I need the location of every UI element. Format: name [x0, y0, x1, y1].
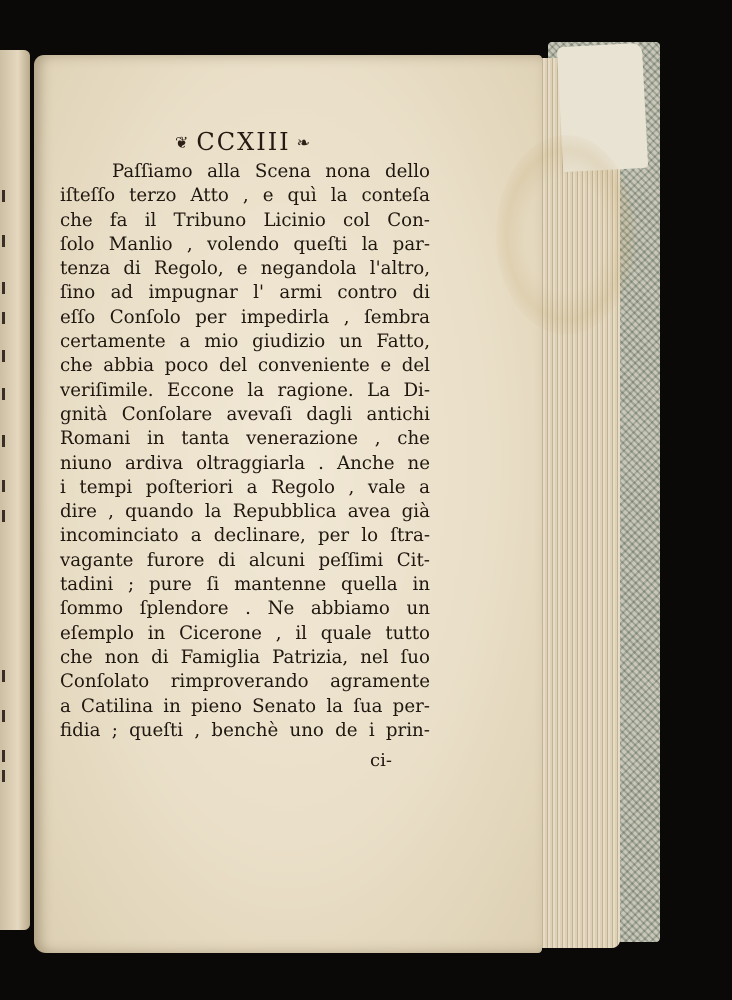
text-line: eſſo Conſolo per impedirla , ſembra: [60, 306, 430, 328]
text-line: Conſolato rimproverando agramente: [60, 671, 430, 693]
facing-page-text-fragment: [2, 770, 5, 782]
text-line: niuno ardiva oltraggiarla . Anche ne: [60, 452, 430, 474]
text-line: che non di Famiglia Patrizia, nel ſuo: [60, 646, 430, 668]
facing-page-text-fragment: [2, 190, 5, 202]
text-line: incominciato a declinare, per lo ſtra-: [60, 525, 430, 547]
text-line: i tempi poſteriori a Regolo , vale a: [60, 476, 430, 498]
text-line: che abbia poco del conveniente e del: [60, 355, 430, 377]
body-text: [60, 160, 430, 743]
text-line: vagante furore di alcuni peſſimi Cit-: [60, 549, 430, 571]
text-line: ſolo Manlio , volendo queſti la par-: [60, 233, 430, 255]
text-line: a Catilina in pieno Senato la ſua per-: [60, 695, 430, 717]
catchword: ci-: [370, 750, 392, 771]
text-line: fidia ; queſti , benchè uno de i prin-: [60, 719, 430, 741]
text-line: Paſſiamo alla Scena nona dello: [112, 161, 430, 182]
page-number: CCXIII: [196, 128, 291, 156]
text-line: dire , quando la Repubblica avea già: [60, 501, 430, 523]
facing-page-text-fragment: [2, 710, 5, 722]
facing-page-text-fragment: [2, 350, 5, 362]
text-line: Romani in tanta venerazione , che: [60, 428, 430, 450]
text-line: tadini ; pure ſi mantenne quella in: [60, 574, 430, 596]
facing-page-text-fragment: [2, 312, 5, 324]
text-line: tenza di Regolo, e negandola l'altro,: [60, 258, 430, 280]
text-line: ſino ad impugnar l' armi contro di: [60, 282, 430, 304]
fleuron-right-icon: ❧: [296, 132, 313, 152]
facing-page-text-fragment: [2, 480, 5, 492]
page-header: [175, 128, 375, 156]
facing-page-text-fragment: [2, 435, 5, 447]
facing-page-edge: [0, 50, 30, 930]
facing-page-text-fragment: [2, 670, 5, 682]
text-line: ſommo ſplendore . Ne abbiamo un: [60, 598, 430, 620]
paper-stain: [496, 135, 636, 335]
fleuron-left-icon: ❦: [175, 132, 191, 152]
text-line: iſteſſo terzo Atto , e quì la conteſa: [60, 185, 430, 207]
text-line: certamente a mio giudizio un Fatto,: [60, 331, 430, 353]
facing-page-text-fragment: [2, 510, 5, 522]
text-line: gnità Conſolare avevaſi dagli antichi: [60, 403, 430, 425]
facing-page-text-fragment: [2, 235, 5, 247]
text-line: che fa il Tribuno Licinio col Con-: [60, 209, 430, 231]
text-line: veriſimile. Eccone la ragione. La Di-: [60, 379, 430, 401]
text-line: eſemplo in Cicerone , il quale tutto: [60, 622, 430, 644]
facing-page-text-fragment: [2, 282, 5, 294]
facing-page-text-fragment: [2, 388, 5, 400]
facing-page-text-fragment: [2, 750, 5, 762]
